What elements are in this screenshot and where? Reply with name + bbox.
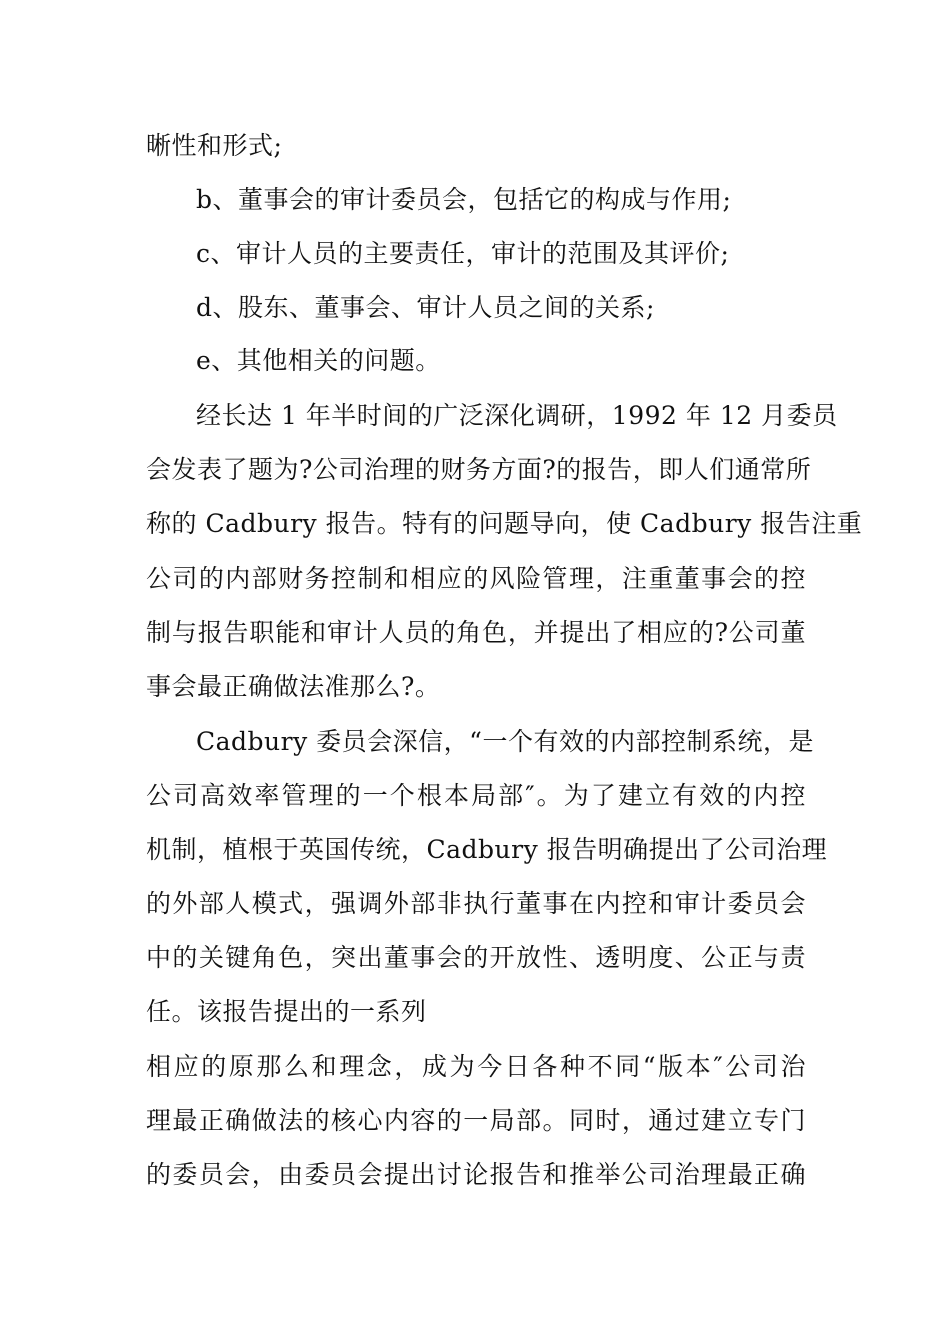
paragraph-line: 事会最正确做法准那么?。 (146, 672, 441, 701)
paragraph-line: 公司高效率管理的一个根本局部″。为了建立有效的内控 (146, 781, 806, 810)
list-item-b: b、董事会的审计委员会，包括它的构成与作用; (196, 185, 732, 214)
paragraph-line: 制与报告职能和审计人员的角色，并提出了相应的?公司董 (146, 618, 806, 647)
text-line: 晰性和形式; (146, 131, 283, 160)
paragraph-line: 任。该报告提出的一系列 (146, 997, 427, 1026)
paragraph-line: 中的关键角色，突出董事会的开放性、透明度、公正与责 (146, 943, 806, 972)
list-item-d: d、股东、董事会、审计人员之间的关系; (196, 293, 655, 322)
paragraph-line: 经长达 1 年半时间的广泛深化调研，1992 年 12 月委员 (196, 401, 838, 430)
list-item-e: e、其他相关的问题。 (196, 346, 441, 375)
paragraph-line: Cadbury 委员会深信，“一个有效的内部控制系统，是 (196, 727, 814, 756)
paragraph-line: 机制，植根于英国传统，Cadbury 报告明确提出了公司治理 (146, 835, 828, 864)
paragraph-line: 的外部人模式，强调外部非执行董事在内控和审计委员会 (146, 889, 806, 918)
paragraph-line: 公司的内部财务控制和相应的风险管理，注重董事会的控 (146, 564, 806, 593)
paragraph-line: 会发表了题为?公司治理的财务方面?的报告，即人们通常所 (146, 455, 812, 484)
paragraph-line: 的委员会，由委员会提出讨论报告和推举公司治理最正确 (146, 1160, 806, 1189)
paragraph-line: 相应的原那么和理念，成为今日各种不同“版本″公司治 (146, 1052, 806, 1081)
list-item-c: c、审计人员的主要责任，审计的范围及其评价; (196, 239, 730, 268)
paragraph-line: 理最正确做法的核心内容的一局部。同时，通过建立专门 (146, 1106, 806, 1135)
paragraph-line: 称的 Cadbury 报告。特有的问题导向，使 Cadbury 报告注重 (146, 509, 863, 538)
